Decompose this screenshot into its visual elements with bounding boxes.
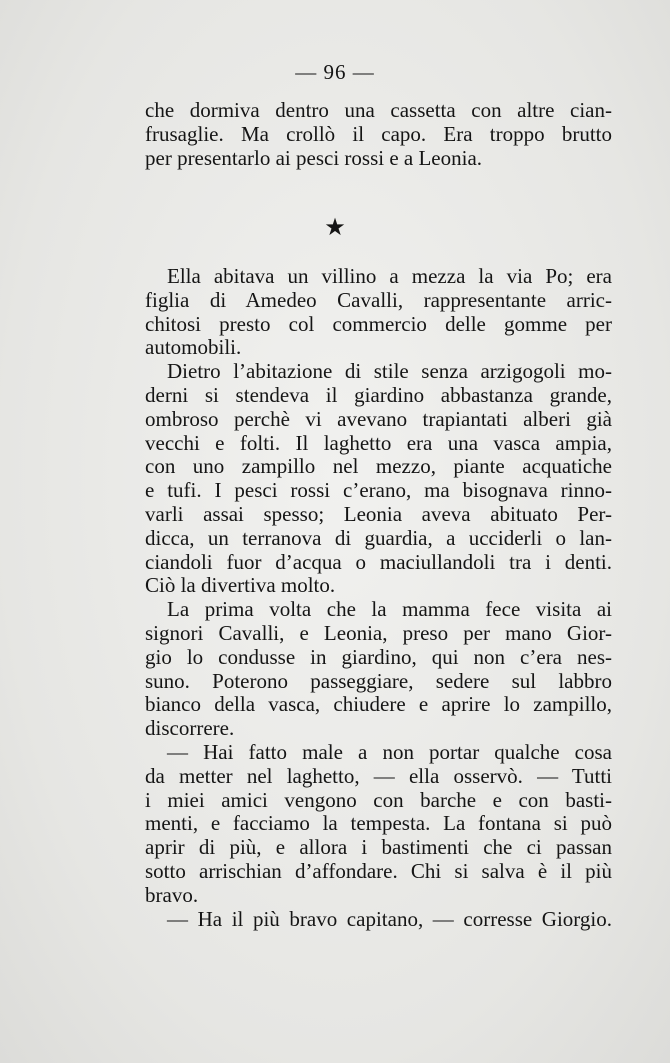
text-line: dicca, un terranova di guardia, a ucciderli o lan- — [145, 525, 612, 550]
page-number: — 96 — — [295, 60, 375, 84]
chapter-section — [145, 265, 612, 931]
text-line: La prima volta che la mamma fece visita ai — [167, 597, 612, 622]
text-line: i miei amici vengono con barche e con basti- — [145, 787, 612, 812]
text-line: signori Cavalli, e Leonia, preso per mano Gior- — [145, 620, 612, 645]
text-line: discorrere. — [145, 716, 235, 741]
text-line: — Hai fatto male a non portar qualche cosa — [167, 739, 612, 764]
text-line: Ciò la divertiva molto. — [145, 573, 336, 598]
text-line: vecchi e folti. Il laghetto era una vasca ampia, — [145, 430, 612, 455]
text-line: figlia di Amedeo Cavalli, rappresentante arric- — [145, 287, 612, 312]
text-line: per presentarlo ai pesci rossi e a Leonia. — [145, 145, 483, 170]
text-line: da metter nel laghetto, — ella osservò. — Tutti — [145, 763, 612, 788]
text-line: e tufi. I pesci rossi c’erano, ma bisognava rinno- — [145, 478, 612, 503]
text-line: bianco della vasca, chiudere e aprire lo zampillo, — [145, 692, 612, 717]
text-line: che dormiva dentro una cassetta con altre cian- — [145, 98, 612, 122]
text-line: Dietro l’abitazione di stile senza arzigogoli mo- — [167, 359, 612, 384]
text-line: Ella abitava un villino a mezza la via Po; era — [167, 264, 612, 288]
text-line: menti, e facciamo la tempesta. La fontana si può — [145, 811, 612, 836]
text-line: derni si stendeva il giardino abbastanza grande, — [145, 382, 612, 407]
text-line: — Ha il più bravo capitano, — corresse Giorgio. — [167, 906, 612, 931]
text-line: con uno zampillo nel mezzo, piante acquatiche — [145, 454, 612, 479]
text-line: chitosi presto col commercio delle gomme per — [145, 311, 612, 336]
text-line: frusaglie. Ma crollò il capo. Era troppo brutto — [145, 121, 612, 146]
text-line: sotto arrischian d’affondare. Chi si salva è il più — [145, 858, 612, 883]
text-line: gio lo condusse in giardino, qui non c’era nes- — [145, 644, 612, 669]
section-break-star-icon: ★ — [324, 215, 346, 241]
text-line: ombroso perchè vi avevano trapiantati alberi già — [145, 406, 612, 431]
text-line: bravo. — [145, 882, 199, 907]
paragraph-opening — [145, 99, 612, 170]
text-line: varli assai spesso; Leonia aveva abituato Per- — [145, 501, 612, 526]
text-line: suno. Poterono passeggiare, sedere sul labbro — [145, 668, 612, 693]
text-line: automobili. — [145, 335, 242, 360]
text-line: aprir di più, e allora i bastimenti che ci passan — [145, 835, 612, 860]
text-line: ciandoli fuor d’acqua o maciullandoli tra i denti. — [145, 549, 612, 574]
